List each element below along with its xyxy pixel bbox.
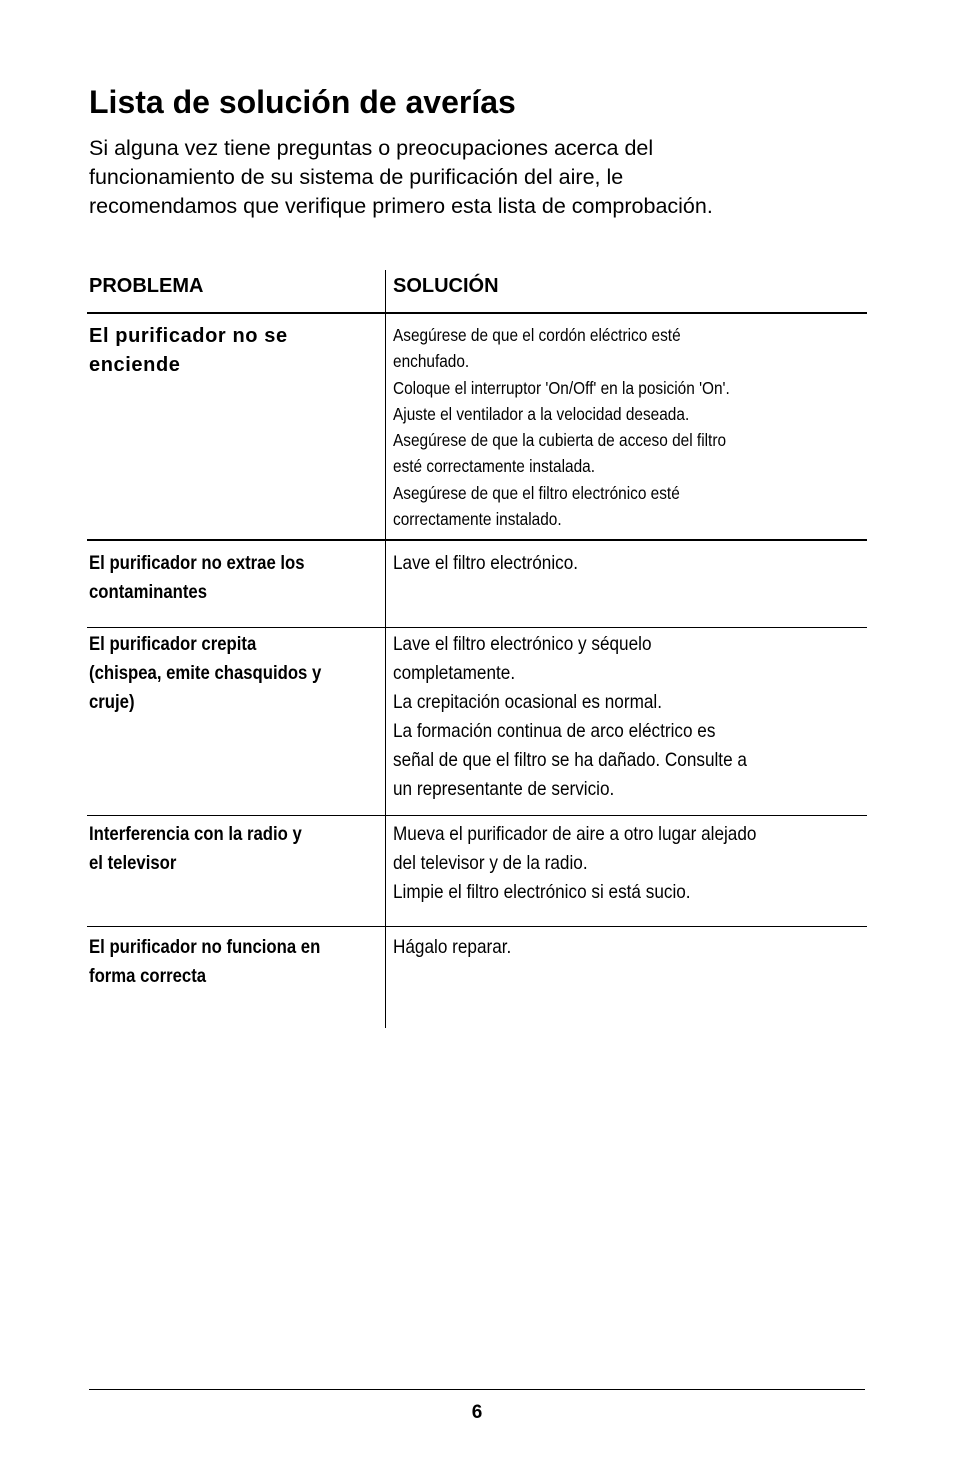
table-row	[87, 816, 867, 927]
table-row	[87, 314, 867, 541]
table-row	[87, 628, 867, 816]
problem-line: el televisor	[89, 853, 177, 874]
problem-cell	[87, 816, 386, 926]
table-row	[87, 541, 867, 628]
footer-divider	[89, 1389, 865, 1390]
problem-line: forma correcta	[89, 966, 207, 987]
table-header-row	[87, 270, 867, 314]
problem-line: El purificador crepita	[89, 634, 257, 655]
problem-line: cruje)	[89, 692, 135, 713]
problem-line: El purificador no extrae los	[89, 553, 305, 574]
solution-line: Limpie el filtro electrónico si está sucio.	[393, 881, 691, 903]
page-number: 6	[471, 1402, 483, 1423]
problem-cell	[87, 628, 386, 815]
header-problem: PROBLEMA	[87, 270, 386, 312]
problem-cell	[87, 314, 386, 539]
solution-line: correctamente instalado.	[393, 509, 562, 530]
solution-line: Hágalo reparar.	[393, 936, 512, 958]
solution-line: La crepitación ocasional es normal.	[393, 691, 662, 713]
solution-line: enchufado.	[393, 351, 470, 372]
solution-line: La formación continua de arco eléctrico es	[393, 720, 716, 742]
solution-line: Mueva el purificador de aire a otro lugar alejado	[393, 823, 757, 845]
problem-line: El purificador no se	[89, 325, 288, 347]
table-row	[87, 927, 867, 1028]
solution-line: completamente.	[393, 662, 516, 684]
solution-cell	[386, 541, 867, 627]
intro-line: recomendamos que verifique primero esta lista de comprobación.	[89, 194, 713, 218]
intro-line: Si alguna vez tiene preguntas o preocupaciones acerca del	[89, 136, 654, 160]
solution-line: esté correctamente instalada.	[393, 456, 596, 477]
solution-line: Lave el filtro electrónico y séquelo	[393, 633, 652, 655]
problem-cell	[87, 541, 386, 627]
solution-line: un representante de servicio.	[393, 778, 615, 800]
header-solution: SOLUCIÓN	[393, 275, 499, 297]
solution-line: Asegúrese de que la cubierta de acceso del filtro	[393, 430, 727, 451]
solution-line: señal de que el filtro se ha dañado. Consulte a	[393, 749, 747, 771]
solution-cell	[386, 927, 867, 1028]
problem-line: enciende	[89, 354, 181, 376]
solution-cell	[386, 314, 867, 539]
solution-line: Asegúrese de que el cordón eléctrico esté	[393, 325, 681, 345]
intro-paragraph	[89, 134, 879, 221]
page-title: Lista de solución de averías	[89, 84, 516, 120]
problem-cell	[87, 927, 386, 1028]
problem-line: contaminantes	[89, 582, 208, 603]
problem-line: Interferencia con la radio y	[89, 824, 302, 845]
solution-line: del televisor y de la radio.	[393, 852, 588, 874]
solution-line: Coloque el interruptor 'On/Off' en la posición 'On'.	[393, 377, 730, 398]
problem-line: El purificador no funciona en	[89, 937, 321, 958]
solution-cell	[386, 628, 867, 815]
solution-line: Lave el filtro electrónico.	[393, 552, 579, 574]
solution-line: Ajuste el ventilador a la velocidad deseada.	[393, 403, 690, 424]
problem-line: (chispea, emite chasquidos y	[89, 663, 322, 684]
solution-line: Asegúrese de que el filtro electrónico esté	[393, 482, 680, 503]
intro-line: funcionamiento de su sistema de purificación del aire, le	[89, 165, 624, 189]
solution-cell	[386, 816, 867, 926]
troubleshooting-table	[87, 270, 867, 1028]
